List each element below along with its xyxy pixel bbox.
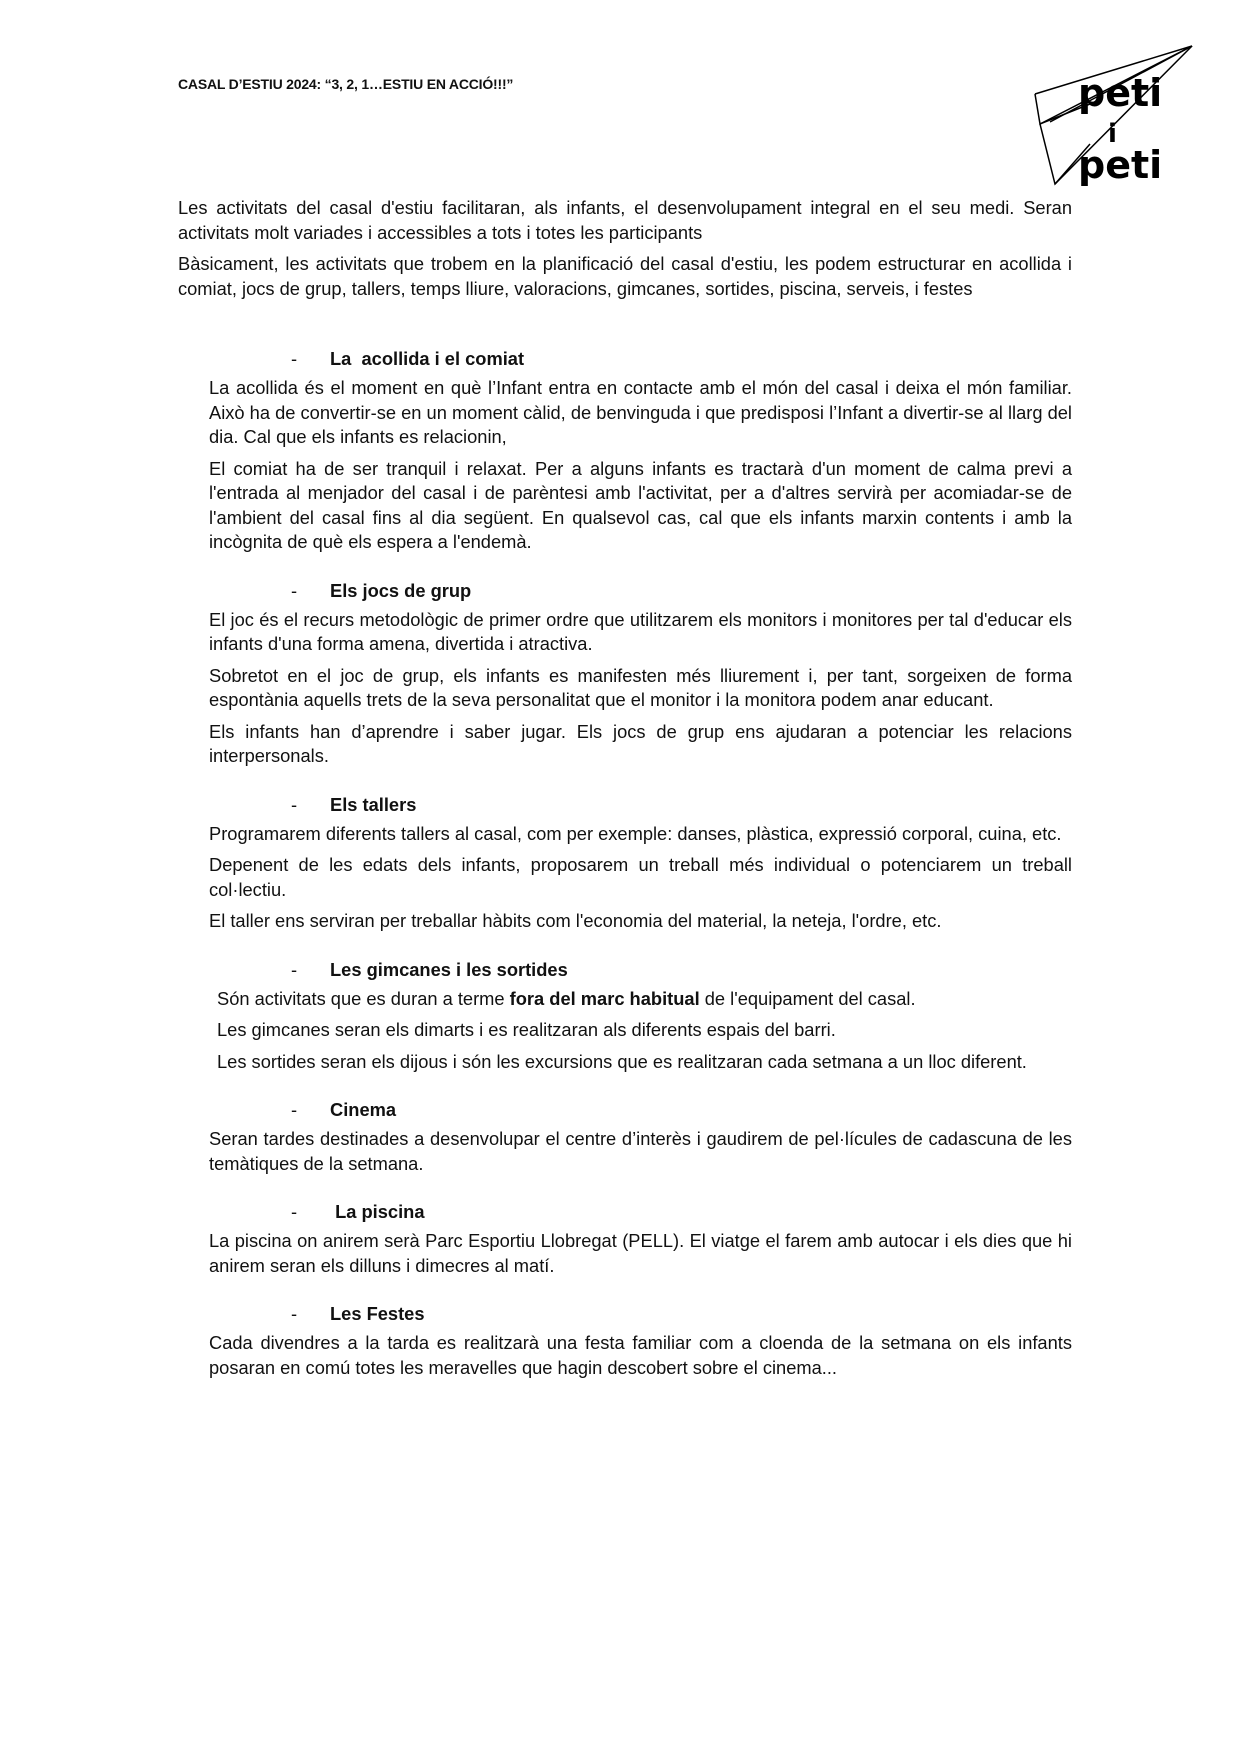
document-header-title: CASAL D’ESTIU 2024: “3, 2, 1…ESTIU EN ACCIÓ!!!” xyxy=(178,76,514,92)
text-run: Són activitats que es duran a terme xyxy=(217,987,510,1009)
heading-text: La acollida i el comiat xyxy=(330,348,525,369)
heading-text: Els jocs de grup xyxy=(330,579,472,601)
heading-text: Les Festes xyxy=(330,1303,425,1324)
bullet-dash: - xyxy=(291,1303,298,1324)
heading-text: La piscina xyxy=(330,1201,425,1222)
document-body xyxy=(0,196,1241,1387)
section-heading xyxy=(0,958,1241,982)
section-heading xyxy=(0,1098,1241,1122)
paragraph: Sobretot en el joc de grup, els infants es manifesten més lliurement i, per tant, sorgeixen de forma espontània aquells trets de la seva personalitat que el monitor i la monitora podem anar educant. xyxy=(209,664,1072,710)
heading-text: Els tallers xyxy=(330,793,417,815)
bullet-dash: - xyxy=(291,1099,298,1120)
section-heading xyxy=(0,579,1241,603)
bullet-dash: - xyxy=(291,348,298,369)
section-body xyxy=(209,1331,1072,1380)
paragraph: Els infants han d’aprendre i saber jugar. Els jocs de grup ens ajudaran a potenciar les relacions interpersonals. xyxy=(209,720,1072,766)
paragraph: El joc és el recurs metodològic de primer ordre que utilitzarem els monitors i monitores per tal d'educar els infants d'una forma amena, divertida i atractiva. xyxy=(209,608,1072,654)
svg-text:peti: peti xyxy=(1078,143,1163,187)
text-run: de l'equipament del casal. xyxy=(699,987,916,1009)
paragraph: Les gimcanes seran els dimarts i es realitzaran als diferents espais del barri. xyxy=(217,1019,836,1040)
paragraph: Depenent de les edats dels infants, proposarem un treball més individual o potenciarem un treball col·lectiu. xyxy=(209,854,1072,900)
paragraph: Programarem diferents tallers al casal, com per exemple: danses, plàstica, expressió corporal, cuina, etc. xyxy=(209,822,1062,844)
section-body xyxy=(209,1127,1072,1176)
section-body xyxy=(217,987,1072,1075)
section-body xyxy=(209,1229,1072,1278)
paragraph xyxy=(217,987,1072,1012)
section-body xyxy=(209,822,1072,934)
bullet-dash: - xyxy=(291,1201,298,1222)
intro-paragraph: Bàsicament, les activitats que trobem en la planificació del casal d'estiu, les podem estructurar en acollida i comiat, jocs de grup, tallers, temps lliure, valoracions, gimcanes, sortides, piscina, serveis, i festes xyxy=(178,253,1072,299)
paragraph: Les sortides seran els dijous i són les excursions que es realitzaran cada setmana a un lloc diferent. xyxy=(217,1050,1027,1072)
intro-paragraph: Les activitats del casal d'estiu facilitaran, als infants, el desenvolupament integral en el seu medi. Seran activitats molt variades i accessibles a tots i totes les participants xyxy=(178,197,1072,243)
section-body xyxy=(209,608,1072,769)
section-heading xyxy=(0,1302,1241,1326)
peti-i-peti-logo xyxy=(1030,44,1195,189)
paragraph: La acollida és el moment en què l’Infant entra en contacte amb el món del casal i deixa el món familiar. Això ha de convertir-se en un moment càlid, de benvinguda i que predisposi l’Infant a divertir-se al llarg del dia. Cal que els infants es relacionin, xyxy=(209,377,1072,447)
svg-text:i: i xyxy=(1108,119,1117,149)
section-heading xyxy=(0,793,1241,817)
section-heading xyxy=(0,347,1241,371)
bullet-dash: - xyxy=(291,793,298,815)
paragraph: El taller ens serviran per treballar hàbits com l'economia del material, la neteja, l'ordre, etc. xyxy=(209,910,942,931)
intro xyxy=(178,196,1072,301)
bold-text-run: fora del marc habitual xyxy=(509,987,700,1009)
paragraph: Cada divendres a la tarda es realitzarà una festa familiar com a cloenda de la setmana on els infants posaran en comú totes les meravelles que hagin descobert sobre el cinema... xyxy=(209,1332,1072,1378)
svg-text:peti: peti xyxy=(1078,71,1163,115)
bullet-dash: - xyxy=(291,579,298,601)
section-heading xyxy=(0,1200,1241,1224)
paragraph: El comiat ha de ser tranquil i relaxat. Per a alguns infants es tractarà d'un moment de calma previ a l'entrada al menjador del casal i de parèntesi amb l'activitat, per a d'altres servirà per acomiadar-se de l'ambient del casal fins al dia següent. En qualsevol cas, cal que els infants marxin contents i amb la incògnita de què els espera a l'endemà. xyxy=(209,457,1072,552)
paragraph: La piscina on anirem serà Parc Esportiu Llobregat (PELL). El viatge el farem amb autocar i els dies que hi anirem seran els dilluns i dimecres al matí. xyxy=(209,1230,1072,1276)
heading-text: Les gimcanes i les sortides xyxy=(330,958,568,980)
bullet-dash: - xyxy=(291,958,298,980)
heading-text: Cinema xyxy=(330,1099,397,1120)
section-body xyxy=(209,376,1072,555)
paragraph: Seran tardes destinades a desenvolupar el centre d’interès i gaudirem de pel·lícules de cadascuna de les temàtiques de la setmana. xyxy=(209,1128,1072,1174)
